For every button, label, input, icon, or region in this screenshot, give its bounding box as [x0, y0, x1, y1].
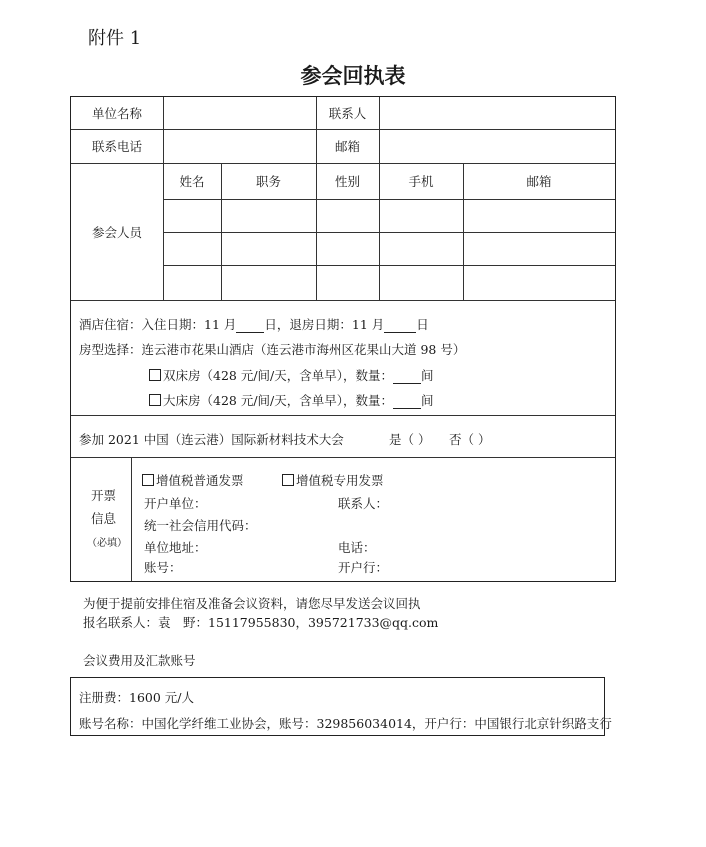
- attendee-row-1[interactable]: [163, 199, 615, 232]
- king-room-checkbox[interactable]: [149, 394, 161, 406]
- checkin-day-field[interactable]: [236, 317, 264, 333]
- king-room-option[interactable]: 大床房（428 元/间/天，含单早），数量： 间: [149, 391, 434, 409]
- attend-no[interactable]: 否（ ）: [449, 432, 491, 447]
- column-header-mobile: 手机: [408, 174, 434, 189]
- invoice-normal-option[interactable]: 增值税普通发票: [142, 471, 244, 489]
- twin-room-qty-field[interactable]: [393, 368, 421, 384]
- registration-table: [70, 96, 616, 582]
- attachment-label: 附件 1: [88, 28, 142, 49]
- notes-line-1: 为便于提前安排住宿及准备会议资料，请您尽早发送会议回执: [83, 596, 421, 611]
- registration-fee: 注册费：1600 元/人: [79, 690, 194, 705]
- contact-field[interactable]: [379, 97, 615, 129]
- twin-room-checkbox[interactable]: [149, 369, 161, 381]
- room-type-line: 房型选择：连云港市花果山酒店（连云港市海州区花果山大道 98 号）: [79, 342, 466, 357]
- email-label: 邮箱: [334, 139, 360, 154]
- fees-box: [70, 677, 612, 736]
- invoice-credit-code: 统一社会信用代码：: [144, 518, 257, 533]
- unit-name-field[interactable]: [163, 97, 316, 129]
- column-header-email: 邮箱: [526, 174, 552, 189]
- invoice-address: 单位地址：: [144, 540, 207, 555]
- notes-line-2: 报名联系人：袁 野：15117955830，395721733@qq.com: [83, 615, 439, 630]
- invoice-normal-checkbox[interactable]: [142, 474, 154, 486]
- account-info: 账号名称：中国化学纤维工业协会，账号：329856034014，开户行：中国银行北京针织路支行: [79, 716, 612, 731]
- attend-yes[interactable]: 是（ ）: [389, 432, 431, 447]
- unit-name-label: 单位名称: [91, 106, 142, 121]
- attend-question: 参加 2021 中国（连云港）国际新材料技术大会: [79, 432, 344, 447]
- hotel-dates-line: 酒店住宿：入住日期：11 月 日，退房日期：11 月 日: [79, 317, 429, 332]
- attendees-label: 参会人员: [91, 224, 142, 240]
- invoice-label-1: 开票: [91, 488, 117, 503]
- invoice-account-unit: 开户单位：: [144, 496, 207, 511]
- page-title: 参会回执表: [300, 64, 406, 88]
- fees-heading: 会议费用及汇款账号: [83, 653, 196, 668]
- phone-field[interactable]: [163, 129, 316, 163]
- checkout-day-field[interactable]: [384, 317, 416, 333]
- invoice-bank: 开户行：: [338, 560, 389, 575]
- attendee-row-2[interactable]: [163, 232, 615, 265]
- invoice-special-checkbox[interactable]: [282, 474, 294, 486]
- invoice-account-no: 账号：: [144, 560, 182, 575]
- column-header-position: 职务: [255, 174, 281, 189]
- email-field[interactable]: [379, 129, 615, 163]
- invoice-contact: 联系人：: [338, 496, 389, 511]
- invoice-tel: 电话：: [338, 540, 376, 555]
- column-header-gender: 性别: [334, 174, 360, 189]
- invoice-label-2: 信息: [91, 511, 117, 526]
- invoice-required-label: （必填）: [87, 538, 127, 549]
- contact-label: 联系人: [328, 106, 367, 121]
- attendee-row-3[interactable]: [163, 265, 615, 300]
- column-header-name: 姓名: [179, 174, 205, 189]
- king-room-qty-field[interactable]: [393, 393, 421, 409]
- twin-room-option[interactable]: 双床房（428 元/间/天，含单早），数量： 间: [149, 366, 434, 384]
- invoice-special-option[interactable]: 增值税专用发票: [282, 471, 384, 489]
- phone-label: 联系电话: [91, 139, 142, 154]
